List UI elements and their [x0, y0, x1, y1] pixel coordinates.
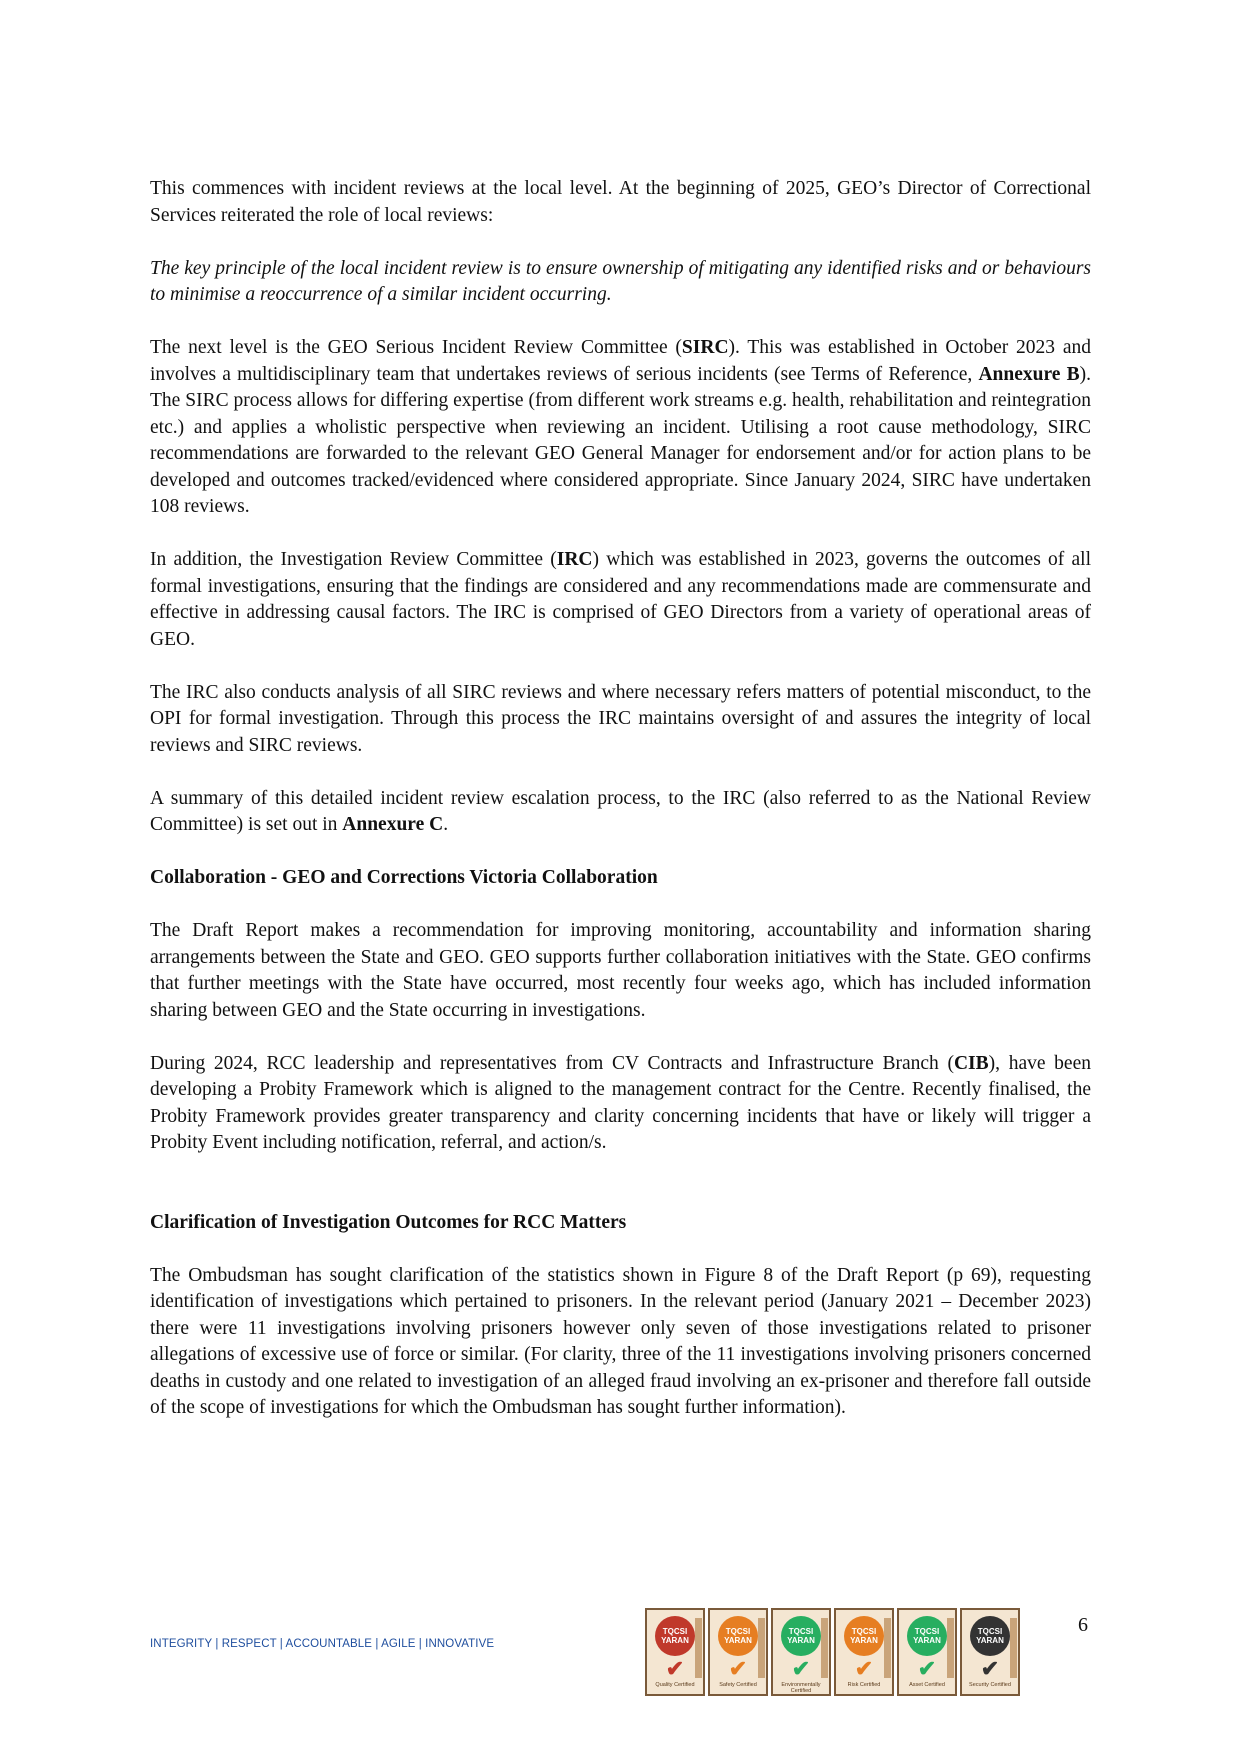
- document-body: [150, 176, 1091, 1448]
- quoted-principle: The key principle of the local incident review is to ensure ownership of mitigating any identified risks and or behaviours to minimise a reoccurrence of a similar incident occurring.: [150, 257, 1091, 305]
- probity-paragraph: During 2024, RCC leadership and representatives from CV Contracts and Infrastructure Branch (CIB), have been developing a Probity Framework which is aligned to the management contract for the Centre. Recently finalised, the Probity Framework provides greater transparency and clarity concerning incidents that have or likely will trigger a Probity Event including notification, referral, and action/s.: [150, 1052, 1091, 1153]
- badge-emblem: TQCSI YARAN: [655, 1616, 695, 1656]
- intro-paragraph: This commences with incident reviews at the local level. At the beginning of 2025, GEO’s Director of Correctional Services reiterated the role of local reviews:: [150, 178, 1091, 226]
- certification-badge: TQCSI YARAN ✔ Risk Certified: [834, 1608, 894, 1696]
- cib-acronym: CIB: [953, 1052, 989, 1074]
- collaboration-paragraph: The Draft Report makes a recommendation for improving monitoring, accountability and information sharing arrangements between the State and GEO. GEO supports further collaboration initiatives with the State. GEO confirms that further meetings with the State have occurred, most recently four weeks ago, which has included information sharing between GEO and the State occurring in investigations.: [150, 920, 1091, 1021]
- footer-motto: INTEGRITY | RESPECT | ACCOUNTABLE | AGILE | INNOVATIVE: [150, 1638, 495, 1650]
- certification-badge: TQCSI YARAN ✔ Safety Certified: [708, 1608, 768, 1696]
- clarification-heading: Clarification of Investigation Outcomes for RCC Matters: [150, 1211, 627, 1233]
- clarification-paragraph: The Ombudsman has sought clarification of the statistics shown in Figure 8 of the Draft Report (p 69), requesting identification of investigations which pertained to prisoners. In the relevant period (January 2021 – December 2023) there were 11 investigations involving prisoners however only seven of those investigations related to prisoner allegations of excessive use of force or similar. (For clarity, three of the 11 investigations involving prisoners concerned deaths in custody and one related to investigation of an alleged fraud involving an ex-prisoner and therefore fall outside of the scope of investigations for which the Ombudsman has sought further information).: [150, 1264, 1091, 1418]
- badge-emblem: TQCSI YARAN: [907, 1616, 947, 1656]
- sirc-acronym: SIRC: [681, 337, 729, 358]
- irc-paragraph: In addition, the Investigation Review Committee (IRC) which was established in 2023, governs the outcomes of all formal investigations, ensuring that the findings are considered and any recommendations made are commensurate and effective in addressing causal factors. The IRC is comprised of GEO Directors from a variety of operational areas of GEO.: [150, 549, 1091, 650]
- badge-emblem: TQCSI YARAN: [844, 1616, 884, 1656]
- collaboration-heading: Collaboration - GEO and Corrections Victoria Collaboration: [150, 867, 658, 888]
- certification-badges: [645, 1608, 1020, 1696]
- irc-acronym: IRC: [556, 549, 593, 570]
- checkmark-icon: ✔: [854, 1656, 874, 1681]
- page-number: 6: [1078, 1614, 1088, 1636]
- irc-analysis-paragraph: The IRC also conducts analysis of all SIRC reviews and where necessary refers matters of potential misconduct, to the OPI for formal investigation. Through this process the IRC maintains oversight of and assures the integrity of local reviews and SIRC reviews.: [150, 681, 1091, 756]
- checkmark-icon: ✔: [665, 1656, 685, 1681]
- badge-emblem: TQCSI YARAN: [970, 1616, 1010, 1656]
- certification-badge: TQCSI YARAN ✔ Security Certified: [960, 1608, 1020, 1696]
- sirc-paragraph: The next level is the GEO Serious Incident Review Committee (SIRC). This was established in October 2023 and involves a multidisciplinary team that undertakes reviews of serious incidents (see Terms of Reference, Annexure B). The SIRC process allows for differing expertise (from different work streams e.g. health, rehabilitation and reintegration etc.) and applies a wholistic perspective when reviewing an incident. Utilising a root cause methodology, SIRC recommendations are forwarded to the relevant GEO General Manager for endorsement and/or for action plans to be developed and outcomes tracked/evidenced where considered appropriate. Since January 2024, SIRC have undertaken 108 reviews.: [150, 337, 1091, 517]
- checkmark-icon: ✔: [791, 1656, 811, 1681]
- certification-badge: TQCSI YARAN ✔ Asset Certified: [897, 1608, 957, 1696]
- checkmark-icon: ✔: [728, 1656, 748, 1681]
- badge-emblem: TQCSI YARAN: [781, 1616, 821, 1656]
- checkmark-icon: ✔: [917, 1656, 937, 1681]
- escalation-summary-paragraph: A summary of this detailed incident review escalation process, to the IRC (also referred to as the National Review Committee) is set out in Annexure C.: [150, 787, 1091, 835]
- checkmark-icon: ✔: [980, 1656, 1000, 1681]
- badge-emblem: TQCSI YARAN: [718, 1616, 758, 1656]
- annexure-c-ref: Annexure C: [342, 814, 444, 835]
- annexure-b-ref: Annexure B: [978, 363, 1080, 385]
- certification-badge: TQCSI YARAN ✔ Quality Certified: [645, 1608, 705, 1696]
- certification-badge: TQCSI YARAN ✔ Environmentally Certified: [771, 1608, 831, 1696]
